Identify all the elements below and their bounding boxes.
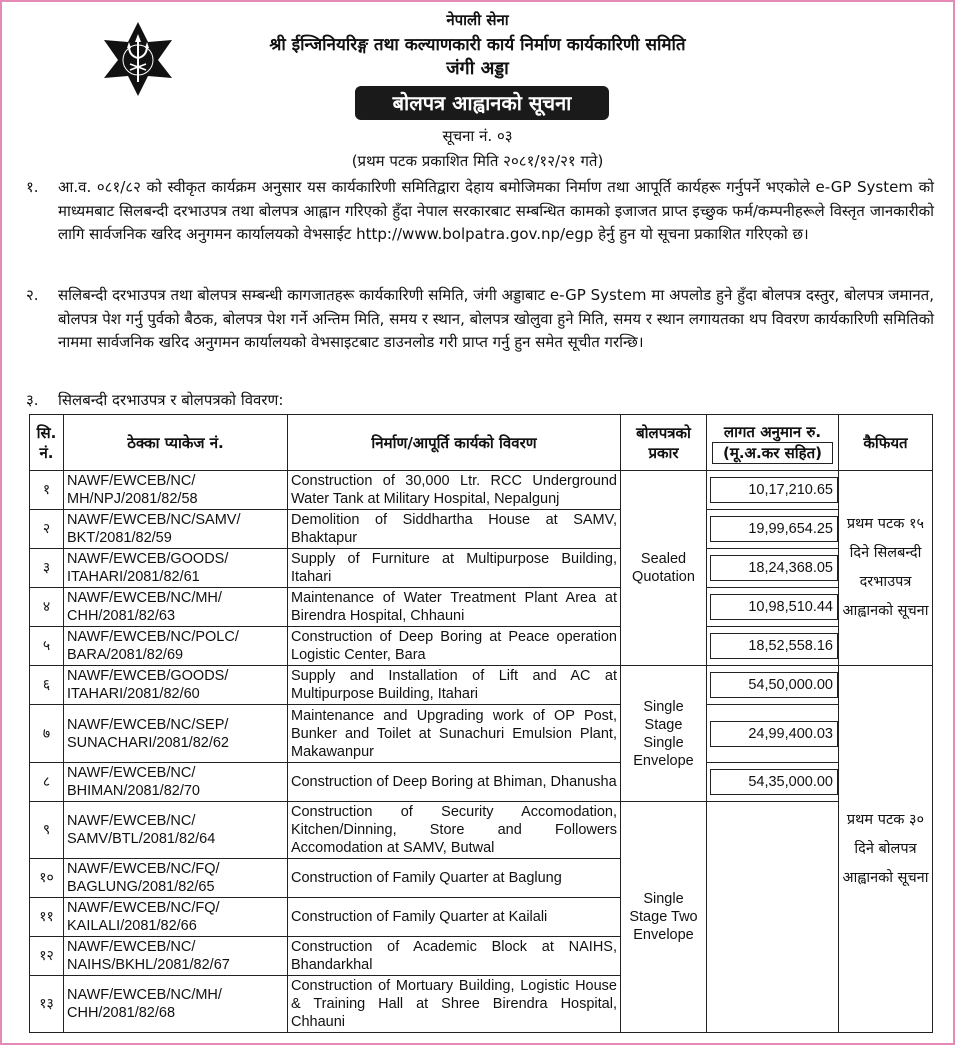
header-package: ठेक्का प्याकेज नं. [64,415,288,471]
row-sn: ६ [30,666,64,705]
row-description: Construction of Security Accomodation, Kitchen/Dinning, Store and Followers Accomodation at SAMV, Butwal [288,802,621,859]
paragraph-number: २. [26,286,39,304]
table-row [30,705,933,763]
row-description: Construction of Deep Boring at Peace operation Logistic Center, Bara [288,627,621,666]
table-row [30,549,933,588]
row-sn: १ [30,471,64,510]
row-sn: ५ [30,627,64,666]
row-cost-value: 54,35,000.00 [710,769,838,795]
paragraph-2 [22,284,934,355]
row-sn: १० [30,859,64,898]
header-description: निर्माण/आपूर्ति कार्यको विवरण [288,415,621,471]
header-sn: सि. नं. [30,415,64,471]
row-cost [707,705,839,763]
header-cost-line1: लागत अनुमान रु. [723,422,822,441]
header-cost [707,415,839,471]
row-sn: ३ [30,549,64,588]
row-cost [707,588,839,627]
row-package: NAWF/EWCEB/NC/FQ/ KAILALI/2081/82/66 [64,898,288,937]
row-sn: १२ [30,937,64,976]
row-cost [707,763,839,802]
row-package: NAWF/EWCEB/NC/ BHIMAN/2081/82/70 [64,763,288,802]
org-line-3: जंगी अड्डा [446,58,509,79]
row-package: NAWF/EWCEB/GOODS/ ITAHARI/2081/82/60 [64,666,288,705]
table-row [30,627,933,666]
row-sn: ४ [30,588,64,627]
tender-table [29,414,933,1033]
row-description: Supply and Installation of Lift and AC at Multipurpose Building, Itahari [288,666,621,705]
row-package: NAWF/EWCEB/NC/MH/ CHH/2081/82/68 [64,976,288,1033]
row-cost-value: 18,52,558.16 [710,633,838,659]
paragraph-3 [22,389,934,413]
row-description: Demolition of Siddhartha House at SAMV, Bhaktapur [288,510,621,549]
row-cost [707,510,839,549]
org-line-2: श्री ईन्जिनियरिङ्ग तथा कल्याणकारी कार्य निर्माण कार्यकारिणी समिति [269,35,686,55]
row-cost [707,627,839,666]
row-description: Construction of 30,000 Ltr. RCC Underground Water Tank at Military Hospital, Nepalgunj [288,471,621,510]
paragraph-number: ३. [26,391,39,409]
type-sealed-quotation: Sealed Quotation [621,471,707,666]
table-row [30,588,933,627]
row-description: Construction of Academic Block at NAIHS, Bhandarkhal [288,937,621,976]
header-cost-line2: (मू.अ.कर सहित) [712,442,833,464]
row-sn: १३ [30,976,64,1033]
notice-title: बोलपत्र आह्वानको सूचना [355,86,609,120]
org-line-1: नेपाली सेना [446,11,509,29]
row-package: NAWF/EWCEB/NC/ NAIHS/BKHL/2081/82/67 [64,937,288,976]
row-description: Supply of Furniture at Multipurpose Building, Itahari [288,549,621,588]
row-description: Construction of Family Quarter at Baglung [288,859,621,898]
cost-blank [707,802,839,1033]
row-description: Maintenance of Water Treatment Plant Area at Birendra Hospital, Chhauni [288,588,621,627]
row-description: Construction of Deep Boring at Bhiman, Dhanusha [288,763,621,802]
row-sn: ११ [30,898,64,937]
row-package: NAWF/EWCEB/GOODS/ ITAHARI/2081/82/61 [64,549,288,588]
row-package: NAWF/EWCEB/NC/MH/ CHH/2081/82/63 [64,588,288,627]
row-cost [707,549,839,588]
paragraph-text: आ.व. ०८१/८२ को स्वीकृत कार्यक्रम अनुसार यस कार्यकारिणी समितिद्वारा देहाय बमोजिमका निर्माण तथा आपूर्ति कार्यहरू गर्नुपर्ने भएकोले e-GP System को माध्यमबाट सिलबन्दी दरभाउपत्र तथा बोलपत्र आह्वान गरिएको हुँदा नेपाल सरकारबाट सम्बन्धित कामको इजाजत प्राप्त इच्छुक फर्म/कम्पनीहरूले विस्तृत जानकारीको लागि सार्वजनिक खरिद अनुगमन कार्यालयको वेभसाईट http://www.bolpatra.gov.np/egp हेर्नु हुन यो सूचना प्रकाशित गरिएको छ। [58,178,934,243]
row-package: NAWF/EWCEB/NC/ SAMV/BTL/2081/82/64 [64,802,288,859]
table-row [30,510,933,549]
header-type: बोलपत्रको प्रकार [621,415,707,471]
type-single-stage-single-envelope: Single Stage Single Envelope [621,666,707,802]
row-cost-value: 10,17,210.65 [710,477,838,503]
paragraph-1 [22,176,934,247]
row-cost [707,666,839,705]
table-header-row [30,415,933,471]
row-cost-value: 24,99,400.03 [710,721,838,747]
row-package: NAWF/EWCEB/NC/SAMV/ BKT/2081/82/59 [64,510,288,549]
table-row [30,471,933,510]
row-sn: ९ [30,802,64,859]
row-package: NAWF/EWCEB/NC/FQ/ BAGLUNG/2081/82/65 [64,859,288,898]
row-cost-value: 18,24,368.05 [710,555,838,581]
table-row [30,666,933,705]
row-description: Construction of Family Quarter at Kailali [288,898,621,937]
row-sn: ८ [30,763,64,802]
row-cost [707,471,839,510]
row-package: NAWF/EWCEB/NC/POLC/ BARA/2081/82/69 [64,627,288,666]
paragraph-text: सलिबन्दी दरभाउपत्र तथा बोलपत्र सम्बन्धी कागजातहरू कार्यकारिणी समिति, जंगी अड्डाबाट e-GP System मा अपलोड हुने हुँदा बोलपत्र दस्तुर, बोलपत्र जमानत, बोलपत्र पेश गर्नु पुर्वको बैठक, बोलपत्र पेश गर्ने अन्तिम मिति, समय र स्थान, बोलपत्र खोलुवा हुने मिति, समय र स्थान लगायतका थप विवरण कार्यकारिणी समितिको नाममा सार्वजनिक खरिद अनुगमन कार्यालयको वेभसाइटबाट डाउनलोड गरी प्राप्त गर्नु हुन समेत सूचीत गरन्छि। [58,286,934,351]
row-sn: ७ [30,705,64,763]
row-cost-value: 19,99,654.25 [710,516,838,542]
row-package: NAWF/EWCEB/NC/SEP/ SUNACHARI/2081/82/62 [64,705,288,763]
remark-15-day: प्रथम पटक १५ दिने सिलबन्दी दरभाउपत्र आह्वानको सूचना [839,471,933,666]
row-description: Maintenance and Upgrading work of OP Post, Bunker and Toilet at Sunachuri Emulsion Plant, Makawanpur [288,705,621,763]
row-cost-value: 10,98,510.44 [710,594,838,620]
table-row [30,802,933,859]
publish-date: (प्रथम पटक प्रकाशित मिति २०८१/१२/२१ गते) [351,152,604,170]
row-sn: २ [30,510,64,549]
paragraph-number: १. [26,178,39,196]
row-package: NAWF/EWCEB/NC/ MH/NPJ/2081/82/58 [64,471,288,510]
table-row [30,763,933,802]
notice-number: सूचना नं. ०३ [442,127,513,145]
header-remarks: कैफियत [839,415,933,471]
paragraph-text: सिलबन्दी दरभाउपत्र र बोलपत्रको विवरण: [58,391,284,409]
remark-30-day: प्रथम पटक ३० दिने बोलपत्र आह्वानको सूचना [839,666,933,1033]
type-single-stage-two-envelope: Single Stage Two Envelope [621,802,707,1033]
row-cost-value: 54,50,000.00 [710,672,838,698]
row-description: Construction of Mortuary Building, Logistic House & Training Hall at Shree Birendra Hospital, Chhauni [288,976,621,1033]
